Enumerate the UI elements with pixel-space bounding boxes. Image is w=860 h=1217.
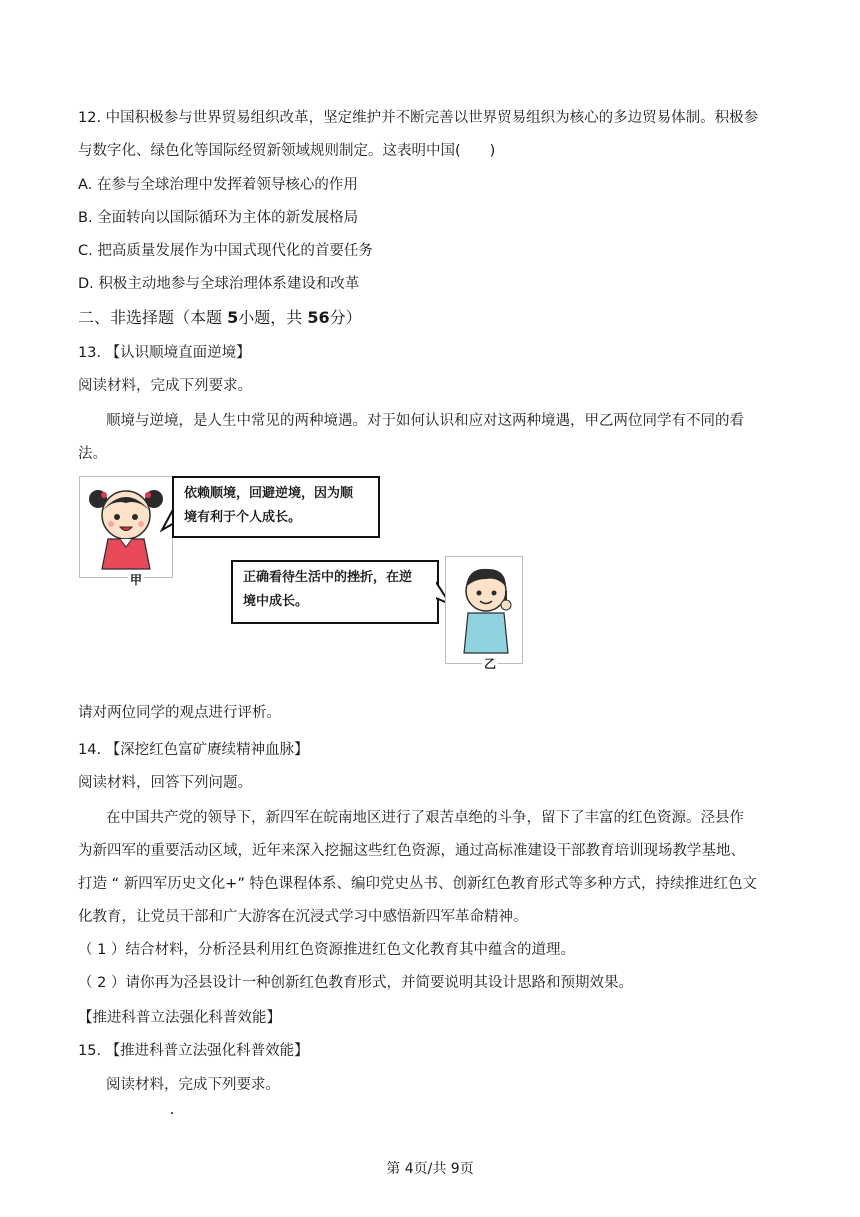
q14-subquestion-2: （ 2 ）请你再为泾县设计一种创新红色教育形式，并简要说明其设计思路和预期效果。 bbox=[78, 975, 633, 991]
page-footer: 第 4页/共 9页 bbox=[386, 1161, 474, 1177]
student-yi-label: 乙 bbox=[484, 657, 497, 671]
q12-stem-line2: 与数字化、绿色化等国际经贸新领域规则制定。这表明中国( ) bbox=[78, 143, 496, 159]
section2-suffix: 分） bbox=[329, 308, 362, 327]
q14-paragraph-line1: 在中国共产党的领导下，新四军在皖南地区进行了艰苦卓绝的斗争，留下了丰富的红色资源。泾县作 bbox=[106, 810, 744, 826]
q12-option-b: B. 全面转向以国际循环为主体的新发展格局 bbox=[78, 210, 359, 226]
section2-prefix: 二、非选择题（本题 bbox=[78, 308, 228, 327]
q15-instruction: 阅读材料，完成下列要求。 bbox=[106, 1077, 280, 1093]
q14-title: 14. 【深挖红色富矿赓续精神血脉】 bbox=[78, 742, 309, 758]
student-jia-label: 甲 bbox=[130, 573, 143, 587]
q12-option-c: C. 把高质量发展作为中国式现代化的首要任务 bbox=[78, 243, 373, 259]
q15-heading: 【推进科普立法强化科普效能】 bbox=[78, 1010, 281, 1026]
q13-paragraph-line1: 顺境与逆境，是人生中常见的两种境遇。对于如何认识和应对这两种境遇，甲乙两位同学有不同的看 bbox=[106, 413, 744, 429]
boy-illustration bbox=[446, 557, 522, 663]
q14-subquestion-1: （ 1 ）结合材料，分析泾县利用红色资源推进红色文化教育其中蕴含的道理。 bbox=[78, 942, 575, 958]
q14-paragraph-line2: 为新四军的重要活动区域，近年来深入挖掘这些红色资源，通过高标准建设干部教育培训现场教学基地、 bbox=[78, 843, 745, 859]
q13-question: 请对两位同学的观点进行评析。 bbox=[78, 705, 281, 721]
section2-heading bbox=[78, 308, 784, 328]
yi-speech-line2: 境中成长。 bbox=[243, 594, 309, 609]
jia-speech-line1: 依赖顺境，回避逆境，因为顺 bbox=[184, 486, 354, 501]
speech-bubble-jia bbox=[172, 476, 380, 538]
q12-stem-line1: 12. 中国积极参与世界贸易组织改革，坚定维护并不断完善以世界贸易组织为核心的多边贸易体制。积极参 bbox=[78, 110, 759, 126]
yi-speech-line1: 正确看待生活中的挫折，在逆 bbox=[243, 570, 413, 585]
q14-paragraph-line3: 打造 “ 新四军历史文化+” 特色课程体系、编印党史丛书、创新红色教育形式等多种方式，持续推进红色文 bbox=[78, 876, 757, 892]
q13-instruction: 阅读材料，完成下列要求。 bbox=[78, 378, 252, 394]
section2-count: 5 bbox=[227, 308, 239, 327]
q12-option-d: D. 积极主动地参与全球治理体系建设和改革 bbox=[78, 276, 360, 292]
q14-instruction: 阅读材料，回答下列问题。 bbox=[78, 775, 252, 791]
girl-illustration bbox=[80, 477, 172, 577]
student-jia-panel bbox=[79, 476, 173, 587]
q13-title: 13. 【认识顺境直面逆境】 bbox=[78, 345, 251, 361]
jia-speech-line2: 境有利于个人成长。 bbox=[184, 510, 302, 525]
section2-score: 56 bbox=[307, 308, 330, 327]
student-yi-panel bbox=[445, 556, 523, 671]
speech-bubble-yi bbox=[231, 560, 439, 624]
stray-mark bbox=[171, 1112, 173, 1114]
q14-paragraph-line4: 化教育，让党员干部和广大游客在沉浸式学习中感悟新四军革命精神。 bbox=[78, 909, 528, 925]
q12-option-a: A. 在参与全球治理中发挥着领导核心的作用 bbox=[78, 177, 358, 193]
section2-middle: 小题，共 bbox=[238, 308, 308, 327]
q13-paragraph-line2: 法。 bbox=[78, 446, 107, 462]
q15-title: 15. 【推进科普立法强化科普效能】 bbox=[78, 1043, 309, 1059]
